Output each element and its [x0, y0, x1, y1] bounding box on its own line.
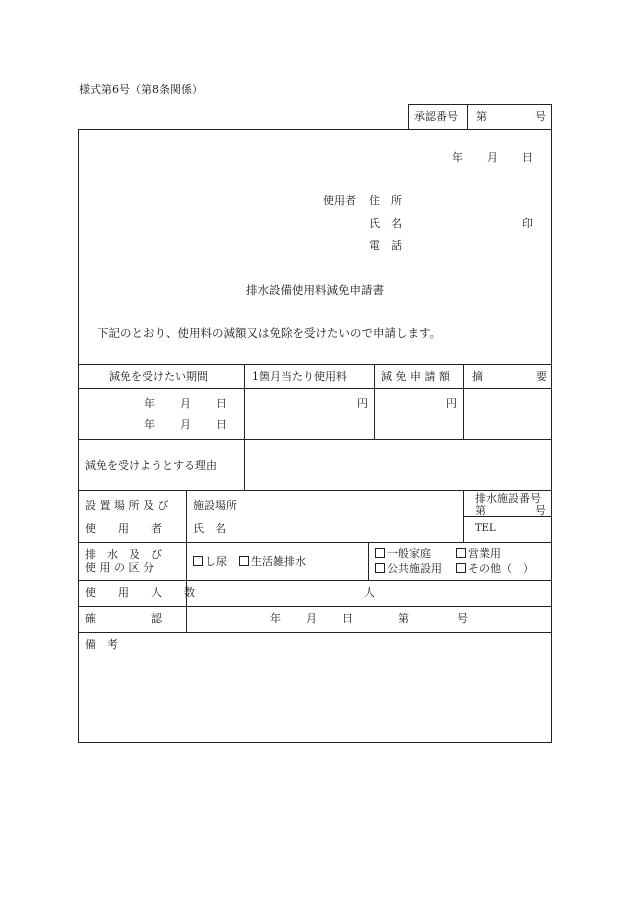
seal-mark: 印 — [522, 217, 533, 230]
approval-dai: 第 — [476, 110, 487, 123]
checkbox-icon — [375, 548, 385, 558]
location-label-a: 設 置 場 所 及 び — [85, 499, 169, 512]
drain-no-label: 排水施設番号 — [475, 492, 541, 505]
requested-yen: 円 — [446, 397, 457, 410]
usage-label-b: 使 用 の 区 分 — [85, 561, 154, 574]
form-number: 様式第6号（第8条関係） — [79, 83, 203, 96]
phone-label: 電 話 — [369, 239, 402, 252]
period-from-day: 日 — [216, 397, 227, 410]
facility-location-label: 施設場所 — [193, 499, 237, 512]
other-label: その他（ ） — [468, 562, 534, 575]
checkbox-icon — [375, 563, 385, 573]
header-remarks-a: 摘 — [472, 370, 483, 383]
users-label: 使 用 人 数 — [85, 586, 195, 599]
usage-label-a: 排 水 及 び — [85, 548, 162, 561]
date-month: 月 — [487, 151, 498, 164]
name-label: 氏 名 — [369, 217, 402, 230]
checkbox-icon — [456, 563, 466, 573]
header-period: 減免を受けたい期間 — [109, 370, 208, 383]
approval-number-label: 承認番号 — [414, 110, 458, 123]
checkbox-icon — [193, 556, 203, 566]
notes-label: 備 考 — [85, 638, 118, 651]
document-title: 排水設備使用料減免申請書 — [246, 283, 384, 297]
intro-text: 下記のとおり、使用料の減額又は免除を受けたいので申請します。 — [97, 326, 442, 340]
tel-label: TEL — [475, 523, 496, 534]
location-label-b: 使 用 者 — [85, 522, 162, 535]
checkbox-public-facility[interactable] — [375, 563, 442, 574]
confirm-day: 日 — [342, 612, 353, 625]
checkbox-icon — [456, 548, 466, 558]
approval-go: 号 — [535, 110, 546, 123]
period-to-year: 年 — [144, 418, 155, 431]
confirm-month: 月 — [306, 612, 317, 625]
period-to-day: 日 — [216, 418, 227, 431]
header-remarks-b: 要 — [536, 370, 547, 383]
monthly-fee-yen: 円 — [357, 397, 368, 410]
address-label: 住 所 — [369, 194, 402, 207]
checkbox-other[interactable] — [456, 563, 534, 574]
household-label: 一般家庭 — [387, 547, 431, 560]
confirm-go: 号 — [457, 612, 468, 625]
confirm-label: 確 認 — [85, 612, 162, 625]
gray-water-label: 生活雑排水 — [251, 555, 306, 568]
night-soil-label: し尿 — [205, 555, 227, 568]
date-year: 年 — [452, 151, 463, 164]
business-label: 営業用 — [468, 547, 501, 560]
owner-name-label: 氏 名 — [193, 522, 226, 535]
checkbox-icon — [239, 556, 249, 566]
checkbox-household[interactable] — [375, 548, 431, 559]
approval-input[interactable] — [468, 105, 551, 129]
checkbox-night-soil[interactable] — [193, 556, 227, 567]
confirm-year: 年 — [270, 612, 281, 625]
form-frame — [78, 129, 552, 743]
period-from-month: 月 — [180, 397, 191, 410]
drain-no-dai: 第 — [475, 504, 486, 517]
date-day: 日 — [522, 151, 533, 164]
drain-no-go: 号 — [535, 504, 546, 517]
applicant-role-label: 使用者 — [323, 194, 356, 207]
header-requested: 減 免 申 請 額 — [381, 370, 450, 383]
confirm-dai: 第 — [398, 612, 409, 625]
checkbox-business[interactable] — [456, 548, 501, 559]
period-from-year: 年 — [144, 397, 155, 410]
header-monthly-fee: 1箇月当たり使用料 — [252, 370, 347, 383]
checkbox-gray-water[interactable] — [239, 556, 306, 567]
person-unit: 人 — [364, 586, 375, 599]
public-facility-label: 公共施設用 — [387, 562, 442, 575]
period-to-month: 月 — [180, 418, 191, 431]
reason-label: 減免を受けようとする理由 — [85, 459, 217, 472]
